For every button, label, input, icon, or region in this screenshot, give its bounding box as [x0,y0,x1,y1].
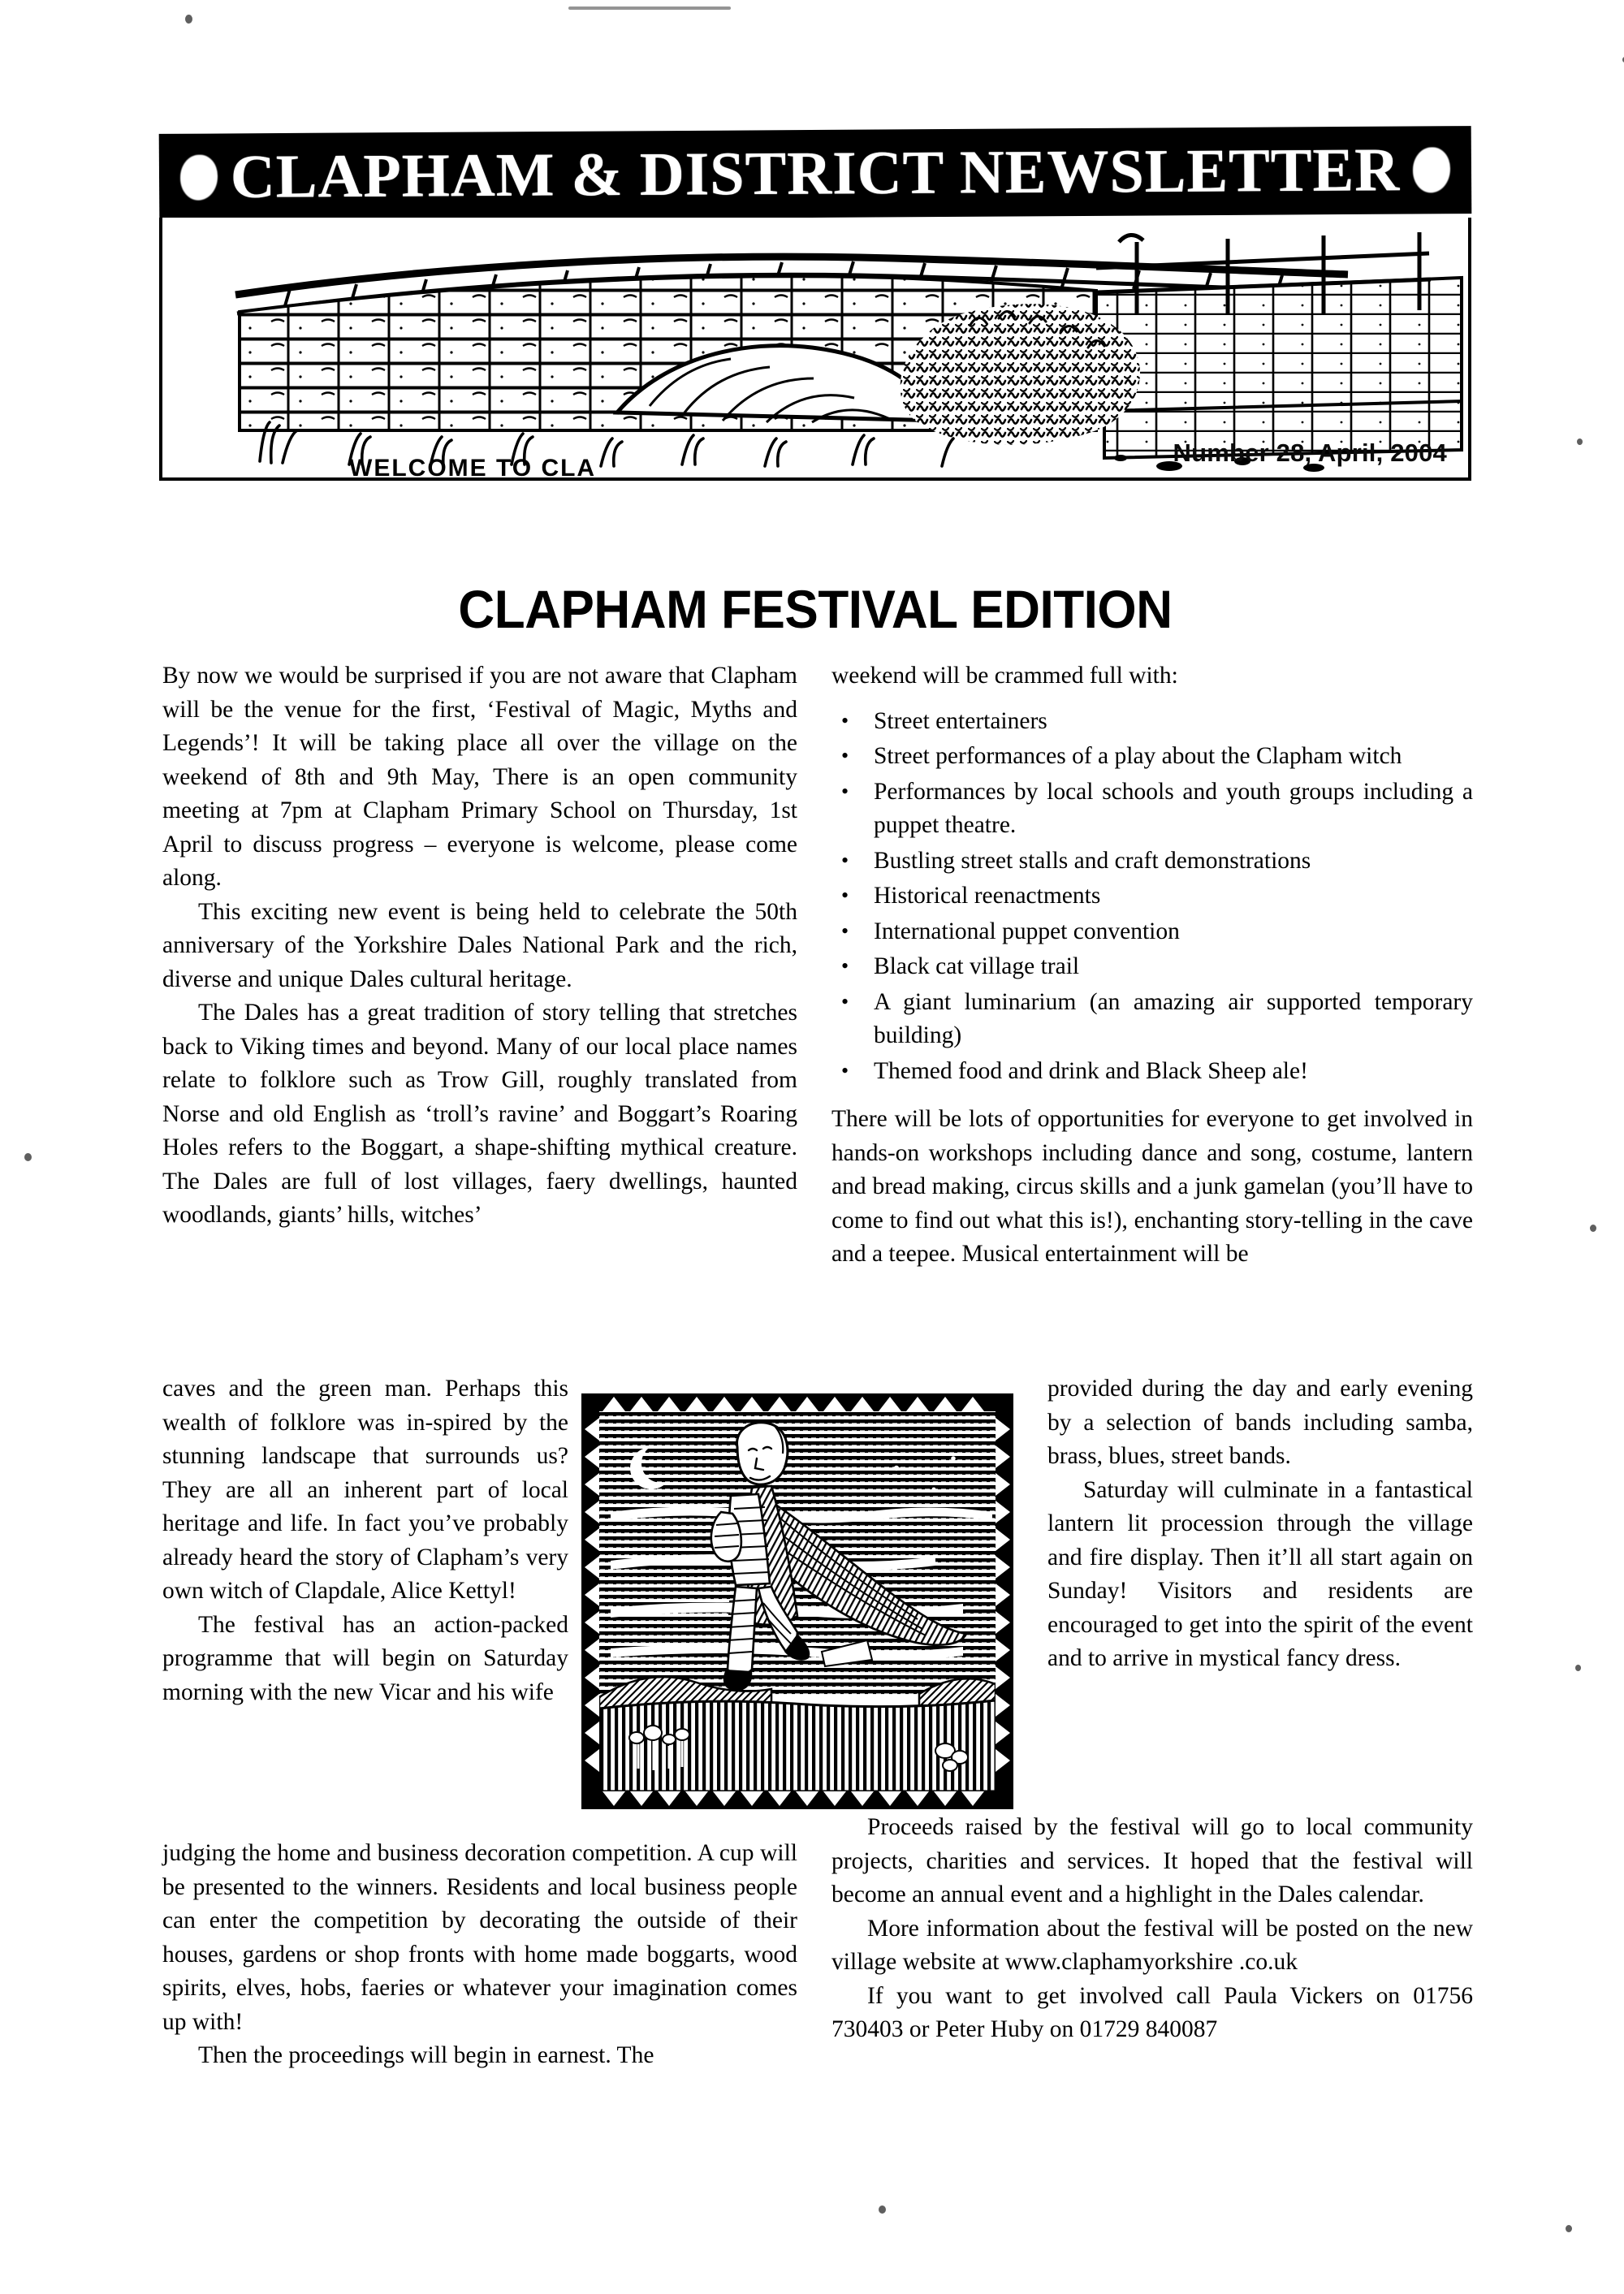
scan-speck [1590,1225,1596,1232]
paragraph: Then the proceedings will begin in earnest. The [198,2042,654,2068]
list-item: • Street entertainers [831,705,1473,739]
paragraph: caves and the green man. Perhaps this wealth of folklore was in-spired by the stunning landscape that surrounds us? They are all an inherent part of local heritage and life. In fact you’ve probably already heard the story of Clapham’s very own witch of Clapdale, Alice Kettyl! [162,1376,568,1604]
paragraph: This exciting new event is being held to celebrate the 50th anniversary of the Yorkshire Dales National Park and the rich, diverse and unique Dales cultural heritage. [162,898,797,992]
list-item: • A giant luminarium (an amazing air supported temporary building) [831,986,1473,1053]
issue-number: Number 28, April, 2004 [1173,438,1447,467]
paragraph: Proceeds raised by the festival will go to local community projects, charities and services. It hoped that the festival will become an annual event and a highlight in the Dales calendar. [831,1814,1473,1907]
paragraph: The Dales has a great tradition of story telling that stretches back to Viking times and beyond. Many of our local place names relate to folklore such as Trow Gill, roughly translated from Norse and old English as ‘troll’s ravine’ and Boggart’s Roaring Holes refers to the Boggart, a shape-shifting mythical creature. The Dales are full of lost villages, faery dwellings, haunted woodlands, giants’ hills, witches’ [162,1000,797,1228]
paragraph: By now we would be surprised if you are not aware that Clapham will be the venue for the first, ‘Festival of Magic, Myths and Legends’! It will be taking place all over the village on the weekend of 8th and 9th May, There is an open community meeting at 7pm at Clapham Primary School on Thursday, 1st April to discuss progress – everyone is welcome, please come along. [162,663,797,891]
paragraph: provided during the day and early evening by a selection of bands including samba, brass, blues, street bands. [1047,1376,1473,1469]
list-item: • International puppet convention [831,915,1473,949]
paragraph: The festival has an action-packed programme that will begin on Saturday morning with the new Vicar and his wife [162,1611,568,1705]
article-right-wrap [1047,1372,1473,1676]
scan-speck [568,6,731,10]
list-item: • Themed food and drink and Black Sheep ale! [831,1055,1473,1089]
scan-speck [1575,1665,1581,1671]
paragraph: There will be lots of opportunities for everyone to get involved in hands-on workshops including dance and song, costume, lantern and bread making, circus skills and a junk gamelan (you’ll have to come to find out what this is!), enchanting story-telling in the cave and a teepee. Musical entertainment will be [831,1106,1473,1267]
svg-text:WELCOME TO CLA: WELCOME TO CLA [349,455,597,477]
article-left-column [162,659,797,1233]
masthead [159,130,1471,481]
article-right-tail [831,1811,1473,2047]
paragraph: judging the home and business decoration competition. A cup will be presented to the winners. Residents and local business people can enter the competition by decorating the outside of their houses, gardens or shop fronts with home made boggarts, wood spirits, elves, hobs, faeries or whatever your imagination comes up with! [162,1840,797,2035]
masthead-banner [159,126,1472,222]
paragraph: Saturday will culminate in a fantastical lantern lit procession through the village and fire display. Then it’ll all start again on Sunday! Visitors and residents are encouraged to get into the spirit of the event and to arrive in mystical fancy dress. [1047,1476,1473,1671]
masthead-illustration [159,218,1471,481]
witch-walking-at-night-woodcut [578,1390,1017,1812]
scan-speck [185,15,192,24]
scan-speck [1566,2225,1572,2232]
list-item: • Historical reenactments [831,879,1473,914]
scan-speck [24,1153,32,1161]
list-item: • Bustling street stalls and craft demonstrations [831,845,1473,879]
paragraph: More information about the festival will be posted on the new village website at www.claphamyorkshire .co.uk [831,1915,1473,1975]
newsletter-title: CLAPHAM & DISTRICT NEWSLETTER [230,136,1401,211]
list-item: • Performances by local schools and youth groups including a puppet theatre. [831,775,1473,843]
festival-programme-list [831,705,1473,1089]
list-item: • Street performances of a play about the Clapham witch [831,740,1473,774]
paragraph: weekend will be crammed full with: [831,663,1178,689]
list-item: • Black cat village trail [831,950,1473,984]
article-right-column [831,659,1473,1272]
paragraph: If you want to get involved call Paula Vickers on 01756 730403 or Peter Huby on 01729 840087 [831,1982,1473,2042]
article-left-wrap [162,1372,568,1709]
page-title: CLAPHAM FESTIVAL EDITION [458,579,1173,639]
scan-speck [879,2205,886,2214]
scan-speck [1577,438,1583,445]
article-left-tail [162,1837,797,2073]
